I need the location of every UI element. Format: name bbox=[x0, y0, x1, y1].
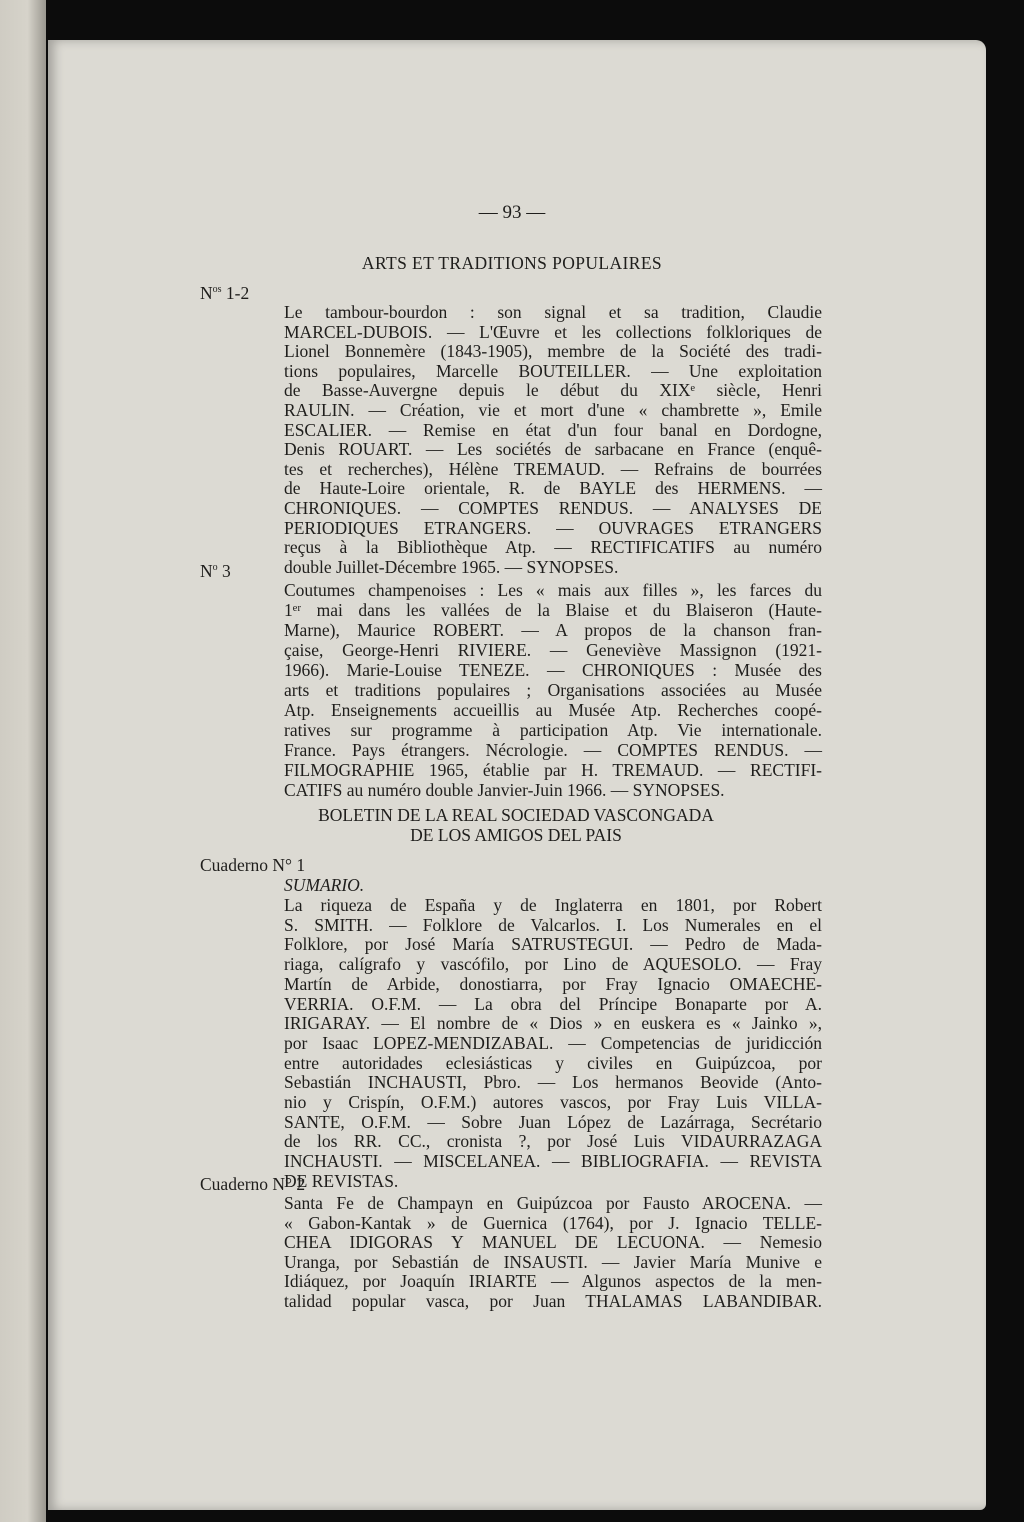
text-line: çaise, George-Henri RIVIERE. — Geneviève Massignon (1921- bbox=[284, 640, 822, 660]
text-line: RAULIN. — Création, vie et mort d'une « chambrette », Emile bbox=[284, 400, 822, 420]
text-line: ratives sur programme à participation Atp. Vie internationale. bbox=[284, 720, 822, 740]
text-line: IRIGARAY. — El nombre de « Dios » en euskera es « Jainko », bbox=[284, 1013, 822, 1034]
text-line: Idiáquez, por Joaquín IRIARTE — Algunos aspectos de la men- bbox=[284, 1271, 822, 1291]
text-line: tions populaires, Marcelle BOUTEILLER. — Une exploitation bbox=[284, 360, 822, 381]
issue-label-1-2: $N^{os}$ 1-2 bbox=[200, 283, 250, 303]
text-line: tes et recherches), Hélène TREMAUD. — Refrains de bourrées bbox=[284, 458, 822, 479]
section-title-line-2: DE LOS AMIGOS DEL PAIS bbox=[410, 825, 622, 845]
text-line: double Juillet-Décembre 1965. — SYNOPSES. bbox=[284, 556, 619, 577]
text-line: DE REVISTAS. bbox=[284, 1170, 399, 1191]
text-line: FILMOGRAPHIE 1965, établie par H. TREMAUD. — RECTIFI- bbox=[284, 760, 822, 780]
cuaderno-2-label: Cuaderno N° 2 bbox=[200, 1174, 306, 1194]
text-line: CHRONIQUES. — COMPTES RENDUS. — ANALYSES DE bbox=[284, 498, 822, 518]
text-line: Martín de Arbide, donostiarra, por Fray Ignacio OMAECHE- bbox=[284, 973, 822, 994]
text-line: Denis ROUART. — Les sociétés de sarbacane en France (enquê- bbox=[284, 439, 822, 460]
text-line: de Haute-Loire orientale, R. de BAYLE des HERMENS. — bbox=[284, 478, 822, 499]
text-line: nio y Crispín, O.F.M.) autores vascos, por Fray Luis VILLA- bbox=[284, 1092, 822, 1112]
text-line: La riqueza de España y de Inglaterra en 1801, por Robert bbox=[284, 895, 822, 915]
page-number: — 93 — bbox=[478, 202, 546, 223]
sumario-label: SUMARIO. bbox=[284, 875, 365, 895]
text-line: riaga, calígrafo y vascófilo, por Lino de AQUESOLO. — Fray bbox=[284, 954, 822, 975]
text-line: reçus à la Bibliothèque Atp. — RECTIFICATIFS au numéro bbox=[284, 537, 822, 558]
text-line: Santa Fe de Champayn en Guipúzcoa por Fausto AROCENA. — bbox=[284, 1193, 822, 1213]
text-line: France. Pays étrangers. Nécrologie. — COMPTES RENDUS. — bbox=[284, 740, 822, 760]
text-line: CATIFS au numéro double Janvier-Juin 1966. — SYNOPSES. bbox=[284, 780, 725, 800]
text-line: SANTE, O.F.M. — Sobre Juan López de Lazárraga, Secrétario bbox=[284, 1111, 822, 1132]
text-line: VERRIA. O.F.M. — La obra del Príncipe Bonaparte por A. bbox=[284, 993, 822, 1014]
text-line: Coutumes champenoises : Les « mais aux filles », les farces du bbox=[284, 580, 822, 600]
text-line: INCHAUSTI. — MISCELANEA. — BIBLIOGRAFIA. — REVISTA bbox=[284, 1151, 822, 1172]
text-line: S. SMITH. — Folklore de Valcarlos. I. Los Numerales en el bbox=[284, 914, 822, 935]
text-line: CHEA IDIGORAS Y MANUEL DE LECUONA. — Nemesio bbox=[284, 1232, 822, 1252]
text-line: Uranga, por Sebastián de INSAUSTI. — Javier María Munive e bbox=[284, 1251, 822, 1272]
text-line: arts et traditions populaires ; Organisations associées au Musée bbox=[284, 680, 822, 700]
text-line: entre autoridades eclesiásticas y civiles en Guipúzcoa, por bbox=[284, 1052, 822, 1073]
text-line: Lionel Bonnemère (1843-1905), membre de la Société des tradi- bbox=[284, 341, 822, 362]
issue-label-3: $N^o$ 3 bbox=[200, 561, 231, 581]
section-title-atp: ARTS ET TRADITIONS POPULAIRES bbox=[361, 253, 663, 273]
text-line: Sebastián INCHAUSTI, Pbro. — Los hermanos Beovide (Anto- bbox=[284, 1072, 822, 1093]
section-title-line-1: BOLETIN DE LA REAL SOCIEDAD VASCONGADA bbox=[318, 805, 714, 825]
text-line: Le tambour-bourdon : son signal et sa tradition, Claudie bbox=[284, 302, 822, 322]
text-line: MARCEL-DUBOIS. — L'Œuvre et les collections folkloriques de bbox=[284, 321, 822, 342]
text-line: Marne), Maurice ROBERT. — A propos de la chanson fran- bbox=[284, 620, 822, 640]
text-line: PERIODIQUES ETRANGERS. — OUVRAGES ETRANGERS bbox=[284, 517, 822, 538]
text-line: por Isaac LOPEZ-MENDIZABAL. — Competencias de juridicción bbox=[284, 1032, 822, 1053]
facing-page-edge bbox=[0, 0, 46, 1522]
text-line: Atp. Enseignements accueillis au Musée Atp. Recherches coopé- bbox=[284, 700, 822, 720]
text-line: ESCALIER. — Remise en état d'un four banal en Dordogne, bbox=[284, 419, 822, 440]
text-line: de Basse-Auvergne depuis le début du XIXᵉ siècle, Henri bbox=[284, 380, 822, 401]
text-line: 1ᵉʳ mai dans les vallées de la Blaise et du Blaiseron (Haute- bbox=[284, 600, 822, 620]
text-line: 1966). Marie-Louise TENEZE. — CHRONIQUES : Musée des bbox=[284, 660, 822, 680]
text-line: de los RR. CC., cronista ?, por José Luis VIDAURRAZAGA bbox=[284, 1131, 822, 1152]
cuaderno-1-label: Cuaderno N° 1 bbox=[200, 855, 306, 875]
text-line: « Gabon-Kantak » de Guernica (1764), por J. Ignacio TELLE- bbox=[284, 1212, 822, 1233]
text-line: Folklore, por José María SATRUSTEGUI. — Pedro de Mada- bbox=[284, 934, 822, 955]
text-line: talidad popular vasca, por Juan THALAMAS LABANDIBAR. bbox=[284, 1290, 822, 1311]
